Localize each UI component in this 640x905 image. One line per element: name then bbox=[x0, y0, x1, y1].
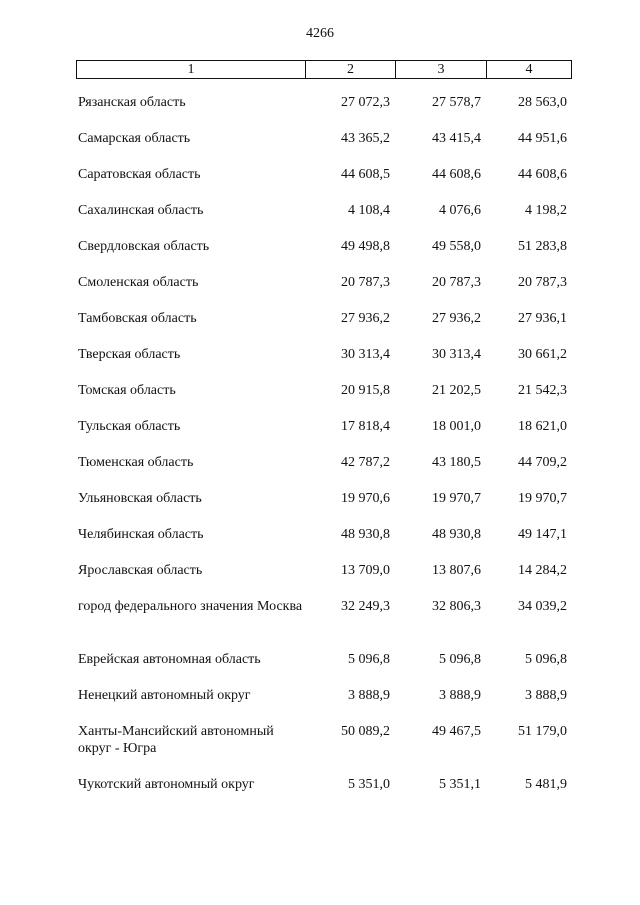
value-col-2: 50 089,2 bbox=[341, 724, 390, 739]
table-row bbox=[78, 382, 572, 418]
value-col-4: 21 542,3 bbox=[518, 383, 567, 398]
region-name: Самарская область bbox=[78, 131, 191, 146]
table-row bbox=[78, 776, 572, 812]
value-col-2: 32 249,3 bbox=[341, 599, 390, 614]
region-name: Ульяновская область bbox=[78, 491, 202, 506]
value-col-2: 13 709,0 bbox=[341, 563, 390, 578]
table-row bbox=[78, 723, 572, 759]
region-name: Тюменская область bbox=[78, 455, 194, 470]
region-name: Рязанская область bbox=[78, 95, 186, 110]
table-row bbox=[78, 130, 572, 166]
value-col-2: 49 498,8 bbox=[341, 239, 390, 254]
region-name: Свердловская область bbox=[78, 239, 210, 254]
region-name: Ханты-Мансийский автономный округ - Югра bbox=[78, 724, 274, 756]
column-header-2: 2 bbox=[306, 61, 396, 78]
value-col-3: 43 180,5 bbox=[432, 455, 481, 470]
column-header-4: 4 bbox=[525, 62, 533, 77]
value-col-4: 49 147,1 bbox=[518, 527, 567, 542]
value-col-2: 5 096,8 bbox=[348, 652, 390, 667]
value-col-2: 48 930,8 bbox=[341, 527, 390, 542]
region-name: Саратовская область bbox=[78, 167, 201, 182]
region-name: Тамбовская область bbox=[78, 311, 197, 326]
region-name: город федерального значения Москва bbox=[78, 599, 303, 614]
value-col-4: 27 936,1 bbox=[518, 311, 567, 326]
value-col-3: 27 936,2 bbox=[432, 311, 481, 326]
value-col-3: 5 351,1 bbox=[439, 777, 481, 792]
table-row bbox=[78, 202, 572, 238]
value-col-4: 4 198,2 bbox=[525, 203, 567, 218]
value-col-2: 30 313,4 bbox=[341, 347, 390, 362]
value-col-3: 44 608,6 bbox=[432, 167, 481, 182]
region-name: Тверская область bbox=[78, 347, 181, 362]
table-row bbox=[78, 562, 572, 598]
value-col-3: 13 807,6 bbox=[432, 563, 481, 578]
value-col-4: 30 661,2 bbox=[518, 347, 567, 362]
value-col-3: 19 970,7 bbox=[432, 491, 481, 506]
value-col-2: 20 915,8 bbox=[341, 383, 390, 398]
value-col-4: 19 970,7 bbox=[518, 491, 567, 506]
value-col-4: 14 284,2 bbox=[518, 563, 567, 578]
value-col-4: 20 787,3 bbox=[518, 275, 567, 290]
region-name: Томская область bbox=[78, 383, 176, 398]
column-header-row bbox=[76, 60, 572, 79]
region-name: Челябинская область bbox=[78, 527, 204, 542]
value-col-3: 32 806,3 bbox=[432, 599, 481, 614]
value-col-3: 3 888,9 bbox=[439, 688, 481, 703]
region-name: Ненецкий автономный округ bbox=[78, 688, 251, 703]
value-col-3: 49 467,5 bbox=[432, 724, 481, 739]
value-col-4: 44 709,2 bbox=[518, 455, 567, 470]
value-col-2: 27 936,2 bbox=[341, 311, 390, 326]
value-col-3: 30 313,4 bbox=[432, 347, 481, 362]
value-col-4: 51 283,8 bbox=[518, 239, 567, 254]
region-name: Ярославская область bbox=[78, 563, 203, 578]
region-name: Чукотский автономный округ bbox=[78, 777, 255, 792]
value-col-2: 5 351,0 bbox=[348, 777, 390, 792]
value-col-2: 4 108,4 bbox=[348, 203, 390, 218]
value-col-3: 5 096,8 bbox=[439, 652, 481, 667]
table-row bbox=[78, 651, 572, 687]
value-col-4: 5 096,8 bbox=[525, 652, 567, 667]
value-col-4: 28 563,0 bbox=[518, 95, 567, 110]
value-col-3: 18 001,0 bbox=[432, 419, 481, 434]
page-number: 4266 bbox=[306, 26, 334, 41]
region-name: Тульская область bbox=[78, 419, 181, 434]
table-row bbox=[78, 310, 572, 346]
value-col-2: 19 970,6 bbox=[341, 491, 390, 506]
value-col-3: 49 558,0 bbox=[432, 239, 481, 254]
table-row bbox=[78, 418, 572, 454]
value-col-3: 43 415,4 bbox=[432, 131, 481, 146]
table-row bbox=[78, 166, 572, 202]
table-row bbox=[78, 238, 572, 274]
column-header-3: 3 bbox=[396, 61, 487, 78]
value-col-2: 43 365,2 bbox=[341, 131, 390, 146]
value-col-2: 42 787,2 bbox=[341, 455, 390, 470]
value-col-4: 3 888,9 bbox=[525, 688, 567, 703]
region-name: Смоленская область bbox=[78, 275, 199, 290]
table-row bbox=[78, 454, 572, 490]
value-col-4: 18 621,0 bbox=[518, 419, 567, 434]
region-name: Сахалинская область bbox=[78, 203, 204, 218]
value-col-4: 51 179,0 bbox=[518, 724, 567, 739]
value-col-4: 5 481,9 bbox=[525, 777, 567, 792]
value-col-3: 21 202,5 bbox=[432, 383, 481, 398]
table-row bbox=[78, 598, 572, 634]
value-col-2: 27 072,3 bbox=[341, 95, 390, 110]
value-col-3: 27 578,7 bbox=[432, 95, 481, 110]
table-row bbox=[78, 346, 572, 382]
value-col-4: 44 951,6 bbox=[518, 131, 567, 146]
value-col-3: 20 787,3 bbox=[432, 275, 481, 290]
column-header-1: 1 bbox=[77, 61, 306, 78]
value-col-3: 48 930,8 bbox=[432, 527, 481, 542]
table-row bbox=[78, 526, 572, 562]
value-col-3: 4 076,6 bbox=[439, 203, 481, 218]
value-col-2: 44 608,5 bbox=[341, 167, 390, 182]
value-col-4: 44 608,6 bbox=[518, 167, 567, 182]
value-col-2: 20 787,3 bbox=[341, 275, 390, 290]
table-row bbox=[78, 94, 572, 130]
value-col-2: 17 818,4 bbox=[341, 419, 390, 434]
value-col-2: 3 888,9 bbox=[348, 688, 390, 703]
table-row bbox=[78, 687, 572, 723]
table-row bbox=[78, 490, 572, 526]
value-col-4: 34 039,2 bbox=[518, 599, 567, 614]
region-name: Еврейская автономная область bbox=[78, 652, 261, 667]
table-row bbox=[78, 274, 572, 310]
